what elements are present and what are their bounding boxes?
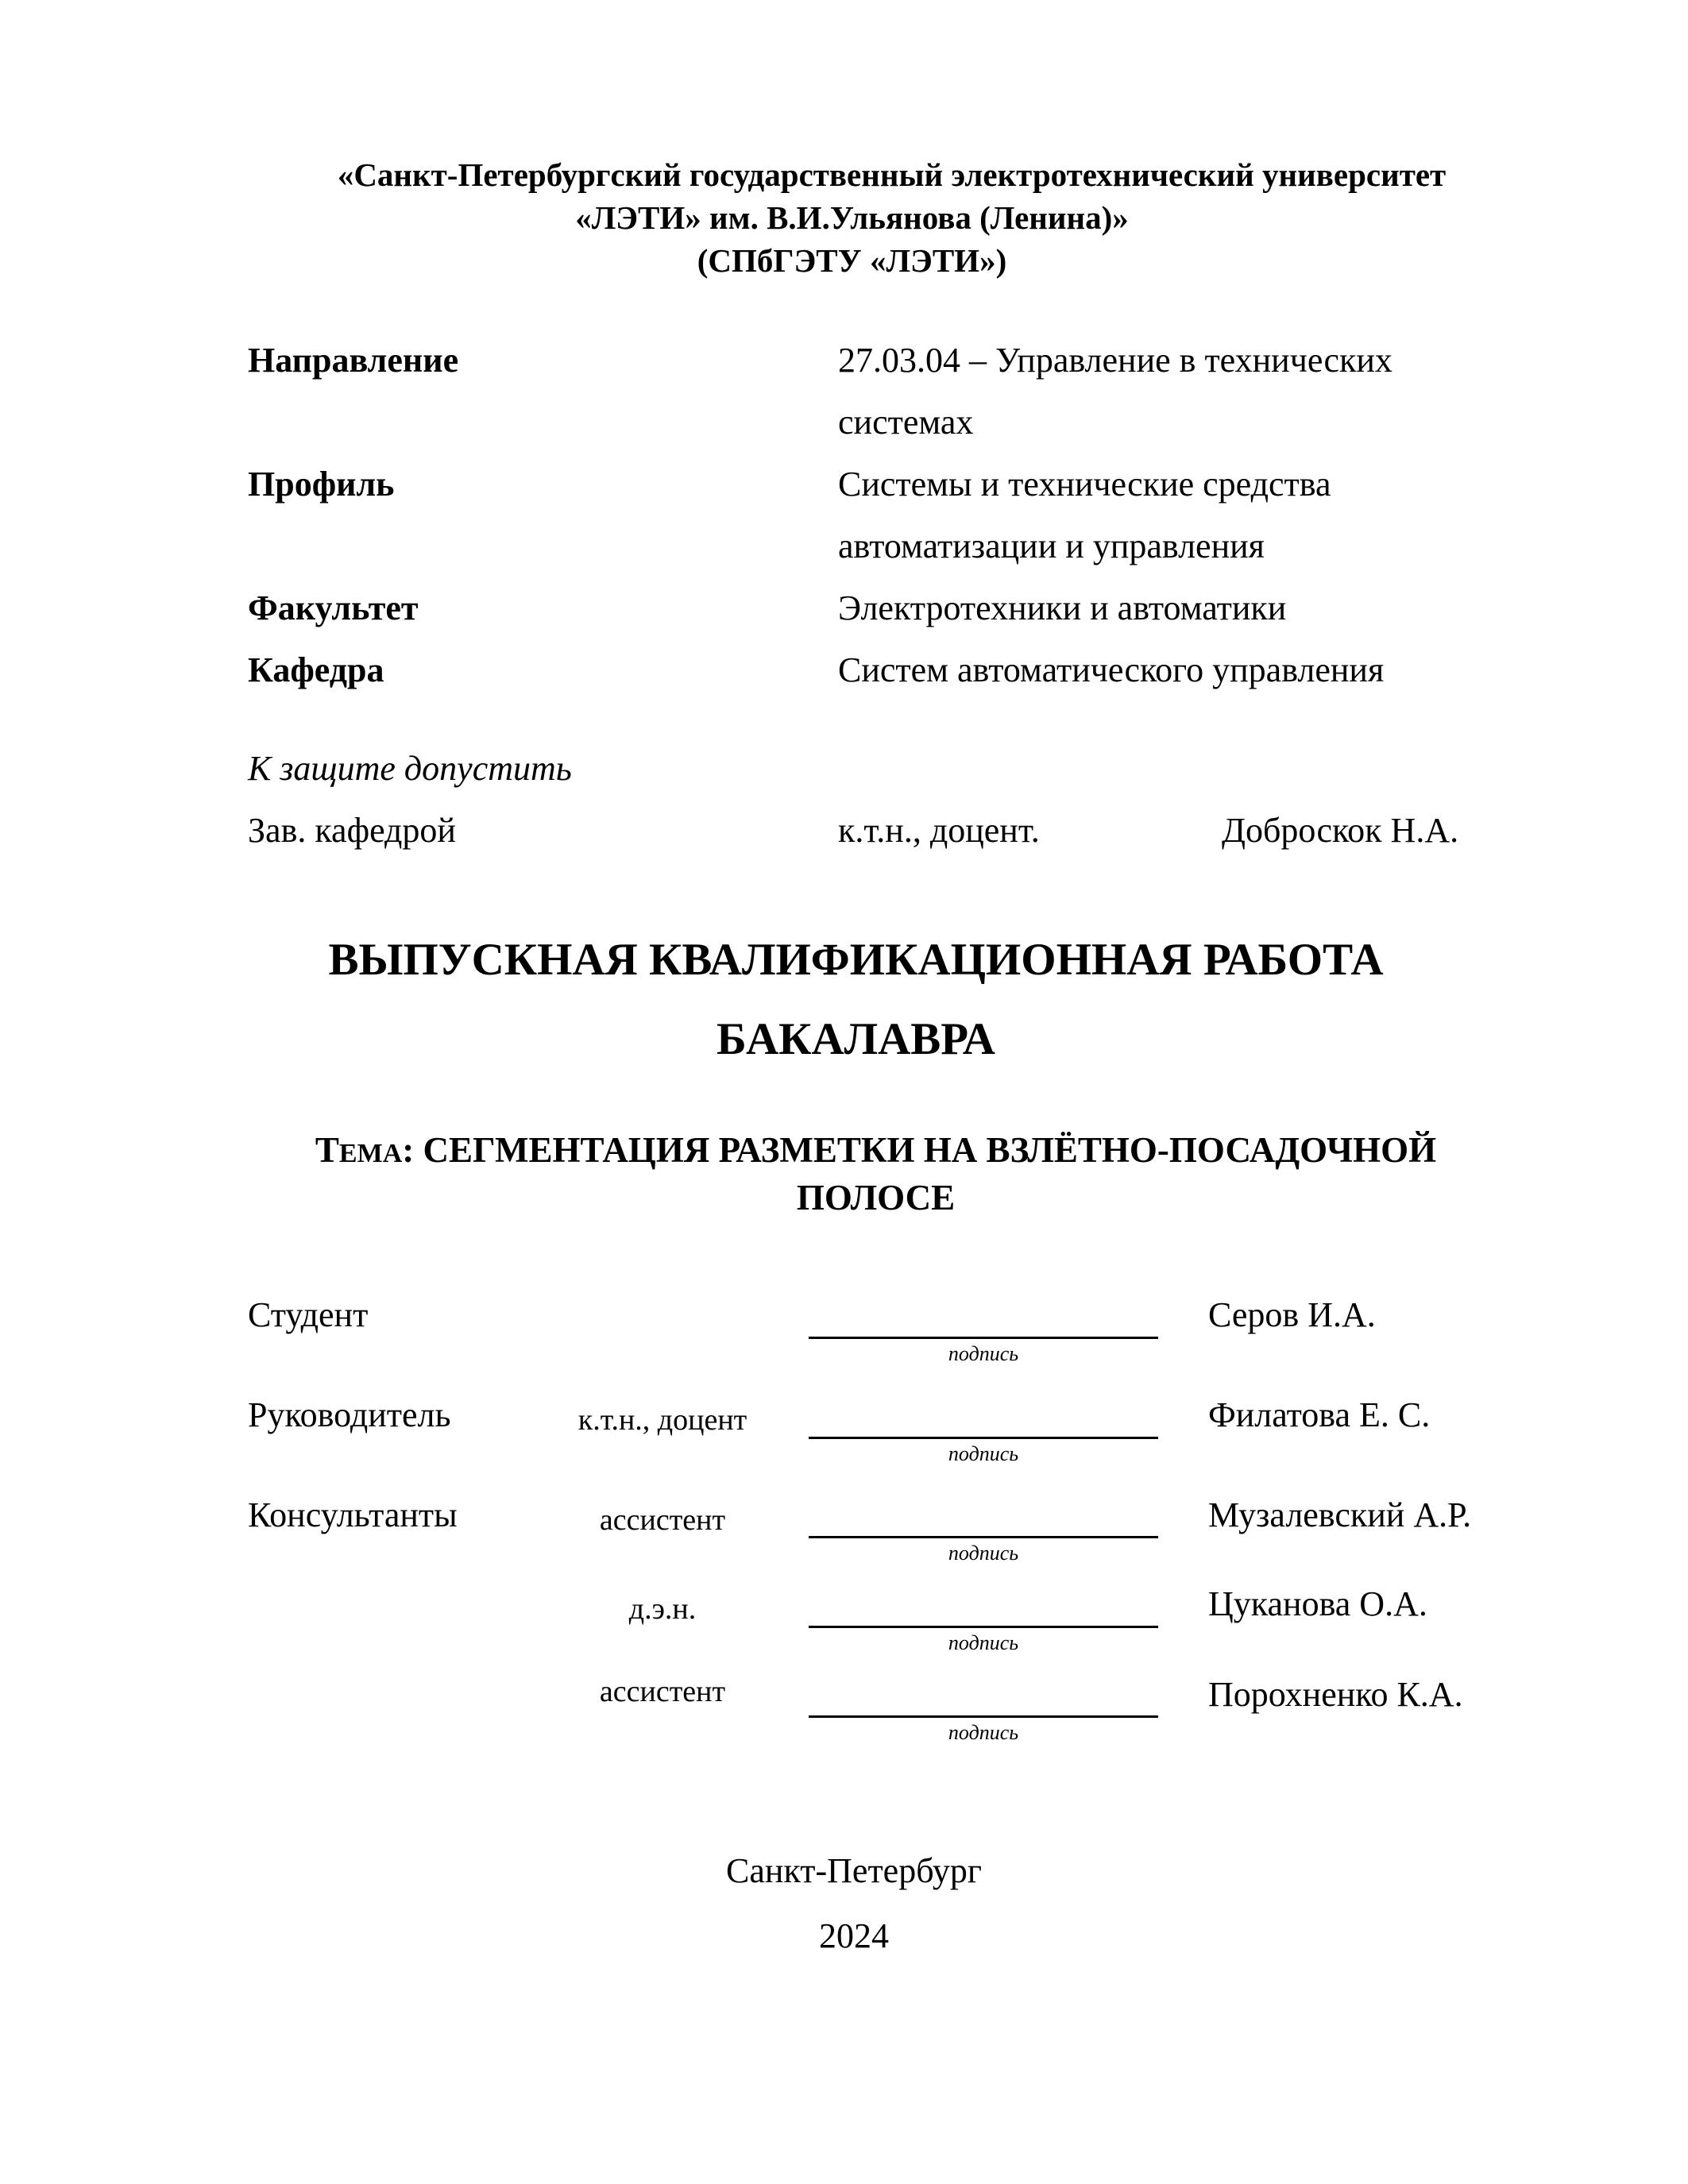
document-title-line-1: ВЫПУСКНАЯ КВАЛИФИКАЦИОННАЯ РАБОТА bbox=[328, 935, 1384, 985]
signature-line bbox=[809, 1626, 1158, 1628]
topic-title-line-2: ПОЛОСЕ bbox=[796, 1178, 956, 1217]
department-label: Кафедра bbox=[248, 650, 384, 689]
signatory-role-student: Студент bbox=[248, 1295, 369, 1334]
signature-line bbox=[809, 1337, 1158, 1339]
signatory-rank-consultant-3: ассистент bbox=[599, 1675, 726, 1708]
signatory-name-consultant-1: Музалевский А.Р. bbox=[1208, 1495, 1472, 1534]
signature-caption: подпись bbox=[948, 1442, 1019, 1465]
signatory-rank-consultant-2: д.э.н. bbox=[628, 1592, 697, 1626]
topic-colon: : bbox=[402, 1130, 415, 1170]
signature-line bbox=[809, 1715, 1158, 1718]
footer-year: 2024 bbox=[819, 1916, 889, 1955]
signatory-rank-consultant-1: ассистент bbox=[599, 1503, 726, 1537]
signatory-rank-supervisor: к.т.н., доцент bbox=[577, 1403, 747, 1437]
footer-city: Санкт-Петербург bbox=[726, 1851, 982, 1890]
university-abbreviation: (СПбГЭТУ «ЛЭТИ») bbox=[697, 242, 1007, 279]
signature-caption: подпись bbox=[948, 1542, 1019, 1565]
topic-prefix-first: Т bbox=[315, 1130, 339, 1170]
department-value: Систем автоматического управления bbox=[838, 650, 1385, 689]
topic-line-1 bbox=[0, 1129, 1688, 1171]
profile-label: Профиль bbox=[248, 465, 395, 504]
direction-value-line-1: 27.03.04 – Управление в технических bbox=[838, 341, 1393, 380]
signatory-name-supervisor: Филатова Е. С. bbox=[1208, 1395, 1431, 1434]
university-name-line-1: «Санкт-Петербургский государственный электротехнический университет bbox=[337, 156, 1447, 193]
signatory-name-consultant-2: Цуканова О.А. bbox=[1208, 1584, 1427, 1623]
head-of-department-role: Зав. кафедрой bbox=[248, 811, 456, 850]
signatory-role-supervisor: Руководитель bbox=[248, 1395, 451, 1434]
signatory-role-consultants: Консультанты bbox=[248, 1495, 458, 1534]
signature-caption: подпись bbox=[948, 1342, 1019, 1365]
signature-caption: подпись bbox=[948, 1721, 1019, 1744]
topic-prefix-rest: ЕМА bbox=[338, 1139, 403, 1168]
head-of-department-rank: к.т.н., доцент. bbox=[838, 811, 1040, 850]
signatory-name-student: Серов И.А. bbox=[1208, 1295, 1376, 1334]
faculty-label: Факультет bbox=[248, 588, 419, 627]
signatory-name-consultant-3: Порохненко К.А. bbox=[1208, 1675, 1463, 1714]
signature-line bbox=[809, 1536, 1158, 1538]
university-name-line-2: «ЛЭТИ» им. В.И.Ульянова (Ленина)» bbox=[575, 199, 1129, 236]
direction-label: Направление bbox=[248, 341, 459, 380]
head-of-department-name: Доброскок Н.А. bbox=[1222, 811, 1459, 850]
approval-note: К защите допустить bbox=[248, 749, 572, 788]
direction-value-line-2: системах bbox=[838, 403, 974, 442]
topic-title-line-1: СЕГМЕНТАЦИЯ РАЗМЕТКИ НА ВЗЛЁТНО-ПОСАДОЧНОЙ bbox=[423, 1130, 1437, 1170]
faculty-value: Электротехники и автоматики bbox=[838, 588, 1287, 627]
profile-value-line-2: автоматизации и управления bbox=[838, 527, 1265, 565]
signature-line bbox=[809, 1437, 1158, 1439]
profile-value-line-1: Системы и технические средства bbox=[838, 465, 1331, 504]
document-title-line-2: БАКАЛАВРА bbox=[717, 1014, 995, 1064]
signature-caption: подпись bbox=[948, 1631, 1019, 1654]
